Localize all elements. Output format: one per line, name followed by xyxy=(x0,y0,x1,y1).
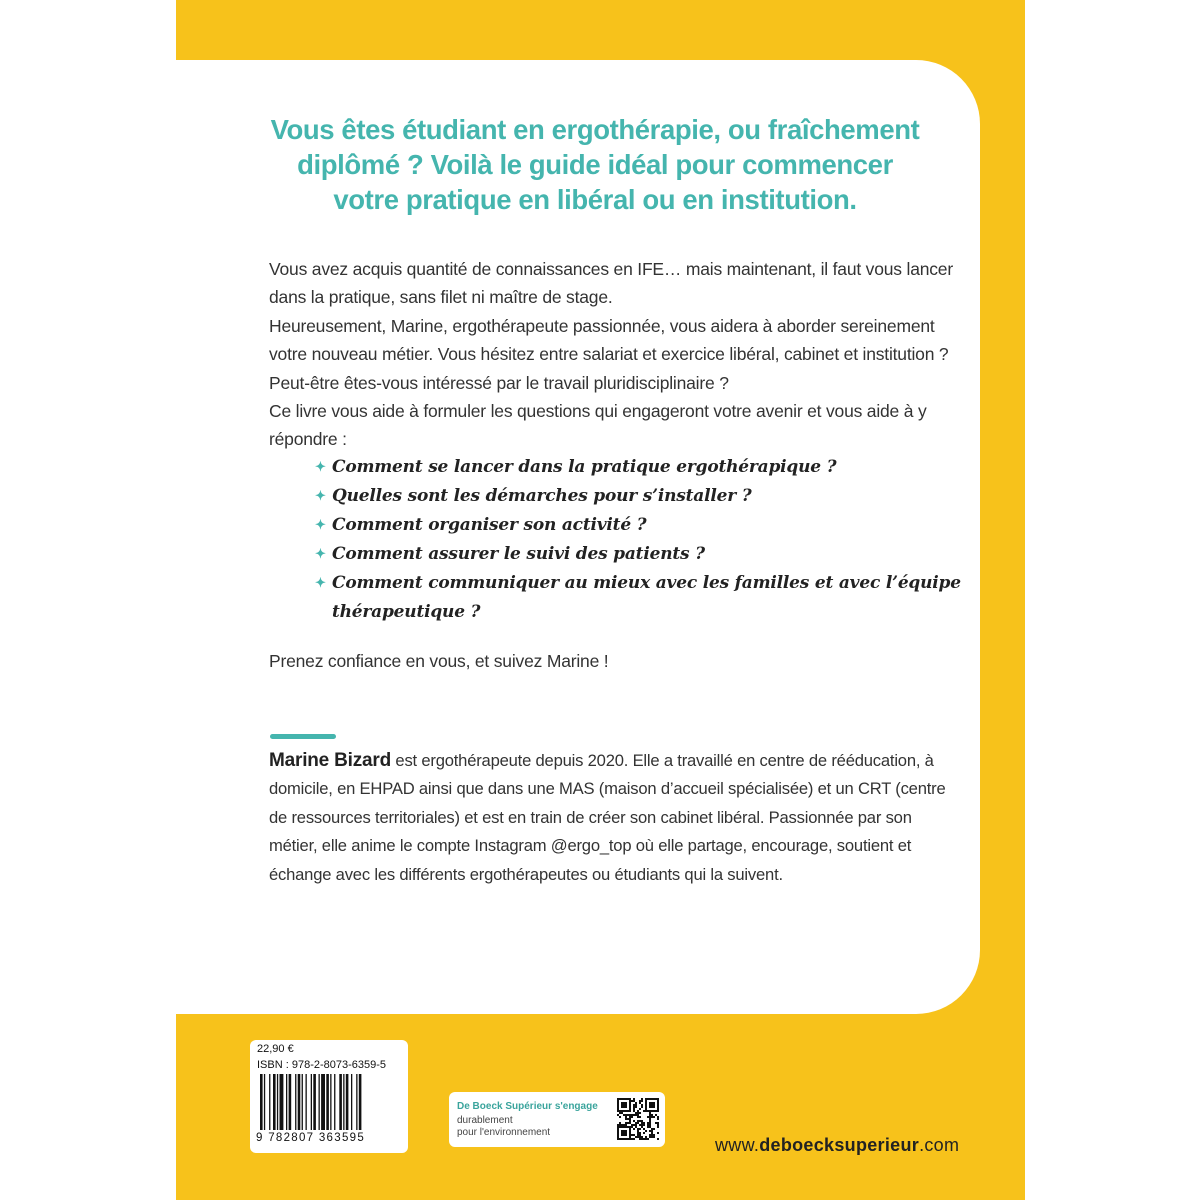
section-divider xyxy=(270,734,336,739)
star-bullet-icon: ✦ xyxy=(315,518,326,533)
star-bullet-icon: ✦ xyxy=(315,576,326,591)
ean-number: 9 782807 363595 xyxy=(256,1132,366,1144)
eco-line: durablement xyxy=(457,1115,513,1126)
star-bullet-icon: ✦ xyxy=(315,547,326,562)
intro-text xyxy=(269,255,959,454)
eco-badge xyxy=(449,1092,665,1147)
intro-paragraph: Ce livre vous aide à formuler les questions qui engageront votre avenir et vous aide à y répondre : xyxy=(269,401,927,450)
barcode-icon xyxy=(254,1074,404,1132)
author-bio xyxy=(269,747,959,889)
intro-paragraph: Heureusement, Marine, ergothérapeute passionnée, vous aidera à aborder sereinement votre nouveau métier. Vous hésitez entre salariat et exercice libéral, cabinet et institution ? xyxy=(269,315,949,365)
isbn-label: ISBN : 978-2-8073-6359-5 xyxy=(257,1059,387,1071)
eco-title: De Boeck Supérieur s'engage xyxy=(457,1101,598,1112)
author-name: Marine Bizard xyxy=(269,750,391,771)
headline: Vous êtes étudiant en ergothérapie, ou fraîchement diplômé ? Voilà le guide idéal pour commencer votre pratique en libéral ou en institution. xyxy=(270,114,920,215)
barcode-block xyxy=(250,1040,408,1153)
intro-paragraph: Peut-être êtes-vous intéressé par le travail pluridisciplinaire ? xyxy=(269,372,729,393)
qr-code-icon[interactable] xyxy=(617,1098,659,1140)
star-bullet-icon: ✦ xyxy=(315,489,326,504)
price-label: 22,90 € xyxy=(257,1043,294,1055)
question-item: ✦ Comment communiquer au mieux avec les familles et avec l’équipe thérapeutique ? xyxy=(315,569,965,627)
brand-name: deboecksuperieur xyxy=(759,1135,920,1155)
eco-line: pour l'environnement xyxy=(457,1127,551,1138)
question-item: ✦ Comment se lancer dans la pratique ergothérapique ? xyxy=(315,453,965,482)
question-item: ✦ Comment assurer le suivi des patients ? xyxy=(315,540,965,569)
question-item: ✦ Quelles sont les démarches pour s’installer ? xyxy=(315,482,965,511)
publisher-website[interactable]: www.deboecksuperieur.com xyxy=(715,1135,960,1155)
question-list xyxy=(315,453,965,627)
intro-paragraph: Vous avez acquis quantité de connaissances en IFE… mais maintenant, il faut vous lancer dans la pratique, sans filet ni maître de stage. xyxy=(269,259,953,308)
closing-line: Prenez confiance en vous, et suivez Marine ! xyxy=(269,651,609,671)
question-item: ✦ Comment organiser son activité ? xyxy=(315,511,965,540)
bio-text: est ergothérapeute depuis 2020. Elle a travaillé en centre de rééducation, à domicile, en EHPAD ainsi que dans une MAS (maison d’accueil spécialisée) et un CRT (centre de ressources territoriales) et est en train de créer son cabinet libéral. Passionnée par son métier, elle anime le compte Instagram @ergo_top où elle partage, encourage, soutient et échange avec les différents ergothérapeutes ou étudiants qui la suivent. xyxy=(269,751,946,884)
star-bullet-icon: ✦ xyxy=(315,460,326,475)
